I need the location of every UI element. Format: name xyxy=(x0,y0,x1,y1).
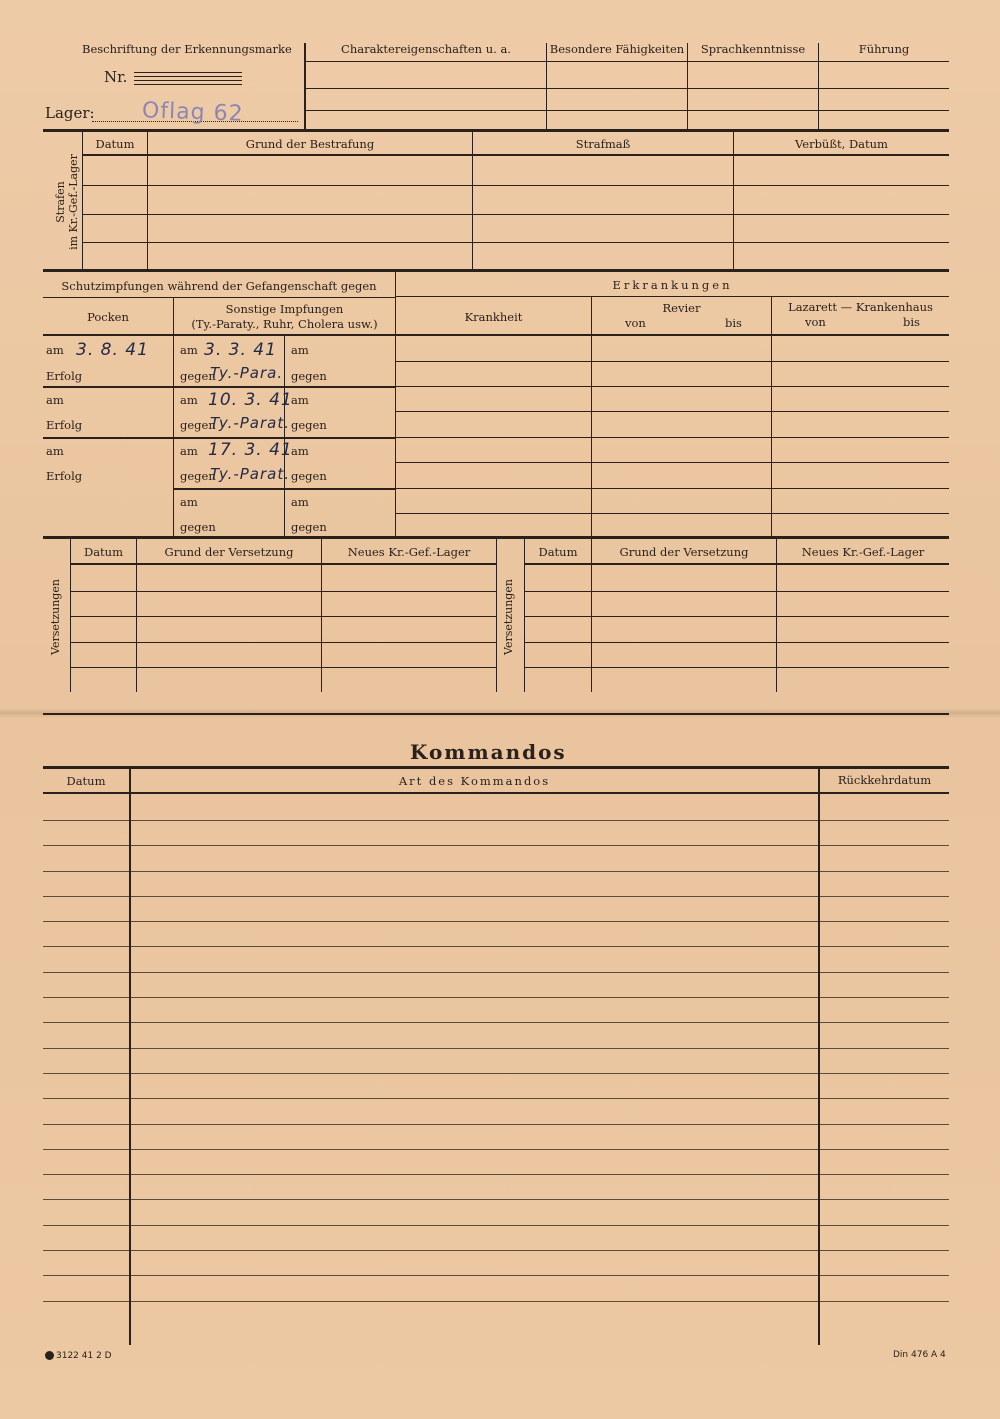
sonstige-date-1: 3. 3. 41 xyxy=(204,340,277,360)
sonstige-am-3: am xyxy=(180,444,198,458)
pocken-date: 3. 8. 41 xyxy=(76,340,149,360)
sonstige-b-am-4: am xyxy=(291,495,309,509)
col-krankheit: Krankheit xyxy=(464,310,523,324)
strafen-side-label-2: im Kr.-Gef.-Lager xyxy=(67,154,80,250)
sonstige-gegen-2: gegen xyxy=(180,418,216,432)
kommandos-row-line xyxy=(43,1022,949,1023)
sonstige-b-gegen-4: gegen xyxy=(291,520,327,534)
kommandos-row-line xyxy=(43,1199,949,1200)
pocken-erfolg-3: Erfolg xyxy=(46,469,83,483)
pocken-erfolg-2: Erfolg xyxy=(46,418,83,432)
kommandos-row-line xyxy=(43,845,949,846)
kommandos-row-line xyxy=(43,1250,949,1251)
sonstige-date-2: 10. 3. 41 xyxy=(208,390,293,410)
vers-l-col-grund: Grund der Versetzung xyxy=(164,545,294,559)
kommandos-row-line xyxy=(43,1124,949,1125)
nr-label: Nr. xyxy=(104,68,128,86)
col-sonstige-l1: Sonstige Impfungen xyxy=(225,302,344,316)
sonstige-gegen-1: gegen xyxy=(180,369,216,383)
vers-l-col-datum: Datum xyxy=(83,545,123,559)
sonstige-b-gegen-1: gegen xyxy=(291,369,327,383)
kommandos-row-line xyxy=(43,871,949,872)
pocken-am-1: am xyxy=(46,343,64,357)
sonstige-am-4: am xyxy=(180,495,198,509)
kommandos-row-line xyxy=(43,1149,949,1150)
lager-stamp: Oflag 62 xyxy=(141,98,245,127)
kommandos-row-line xyxy=(43,1275,949,1276)
sonstige-gegen-4: gegen xyxy=(180,520,216,534)
vers-r-side-label: Versetzungen xyxy=(502,579,515,655)
strafen-side-label-1: Strafen xyxy=(54,181,67,223)
sonstige-against-3: Ty.-Parat. xyxy=(210,465,290,483)
sonstige-date-3: 17. 3. 41 xyxy=(208,440,293,460)
col-charakter: Charaktereigenschaften u. a. xyxy=(341,42,511,56)
col-sonstige-l2: (Ty.-Paraty., Ruhr, Cholera usw.) xyxy=(191,317,378,331)
kommandos-row-line xyxy=(43,1301,949,1302)
kommandos-row-line xyxy=(43,1098,949,1099)
sonstige-gegen-3: gegen xyxy=(180,469,216,483)
kommandos-row-line xyxy=(43,1174,949,1175)
kommandos-row-line xyxy=(43,946,949,947)
impfungen-header: Schutzimpfungen während der Gefangenschaft gegen xyxy=(61,279,377,293)
vers-l-side-label: Versetzungen xyxy=(49,579,62,655)
printer-mark xyxy=(45,1351,112,1361)
sonstige-b-am-1: am xyxy=(291,343,309,357)
printer-logo-icon xyxy=(45,1351,54,1360)
sonstige-b-gegen-3: gegen xyxy=(291,469,327,483)
vers-r-col-lager: Neues Kr.-Gef.-Lager xyxy=(801,545,925,559)
kommandos-row-line xyxy=(43,997,949,998)
revier-von: von xyxy=(625,316,646,330)
kommandos-row-line xyxy=(43,972,949,973)
erkrankungen-header: Erkrankungen xyxy=(612,278,733,292)
pocken-erfolg-1: Erfolg xyxy=(46,369,83,383)
sonstige-against-1: Ty.-Para. xyxy=(210,364,284,382)
din-label: Din 476 A 4 xyxy=(893,1350,946,1360)
col-lazarett: Lazarett — Krankenhaus xyxy=(788,300,933,314)
strafen-col-verbuesst: Verbüßt, Datum xyxy=(795,137,888,151)
col-pocken: Pocken xyxy=(87,310,129,324)
sonstige-against-2: Ty.-Parat. xyxy=(210,414,290,432)
lazarett-bis: bis xyxy=(903,315,920,329)
kommandos-row-line xyxy=(43,820,949,821)
kommandos-col-art: Art des Kommandos xyxy=(398,774,551,788)
marke-label: Beschriftung der Erkennungsmarke xyxy=(82,42,292,56)
sonstige-b-gegen-2: gegen xyxy=(291,418,327,432)
strafen-col-datum: Datum xyxy=(95,137,135,151)
sonstige-b-am-2: am xyxy=(291,393,309,407)
kommandos-row-line xyxy=(43,896,949,897)
printer-code: 3122 41 2 D xyxy=(56,1351,112,1361)
pocken-am-2: am xyxy=(46,393,64,407)
lazarett-von: von xyxy=(805,315,826,329)
kommandos-col-datum: Datum xyxy=(66,774,106,788)
kommandos-row-line xyxy=(43,1048,949,1049)
kommandos-col-rueckkehr: Rückkehrdatum xyxy=(837,773,932,787)
sonstige-am-1: am xyxy=(180,343,198,357)
col-fuehrung: Führung xyxy=(858,42,910,56)
vers-r-col-datum: Datum xyxy=(538,545,578,559)
col-sprach: Sprachkenntnisse xyxy=(700,42,806,56)
col-revier: Revier xyxy=(662,301,701,315)
vers-l-col-lager: Neues Kr.-Gef.-Lager xyxy=(347,545,471,559)
sonstige-b-am-3: am xyxy=(291,444,309,458)
pocken-am-3: am xyxy=(46,444,64,458)
kommandos-row-line xyxy=(43,1073,949,1074)
kommandos-title: Kommandos xyxy=(410,740,567,764)
lager-label: Lager: xyxy=(45,104,95,122)
col-faehigkeiten: Besondere Fähigkeiten xyxy=(549,42,685,56)
kommandos-row-line xyxy=(43,1225,949,1226)
revier-bis: bis xyxy=(725,316,742,330)
strafen-col-grund: Grund der Bestrafung xyxy=(245,137,375,151)
kommandos-row-line xyxy=(43,921,949,922)
vers-r-col-grund: Grund der Versetzung xyxy=(619,545,749,559)
sonstige-am-2: am xyxy=(180,393,198,407)
strafen-col-strafmass: Strafmaß xyxy=(575,137,631,151)
